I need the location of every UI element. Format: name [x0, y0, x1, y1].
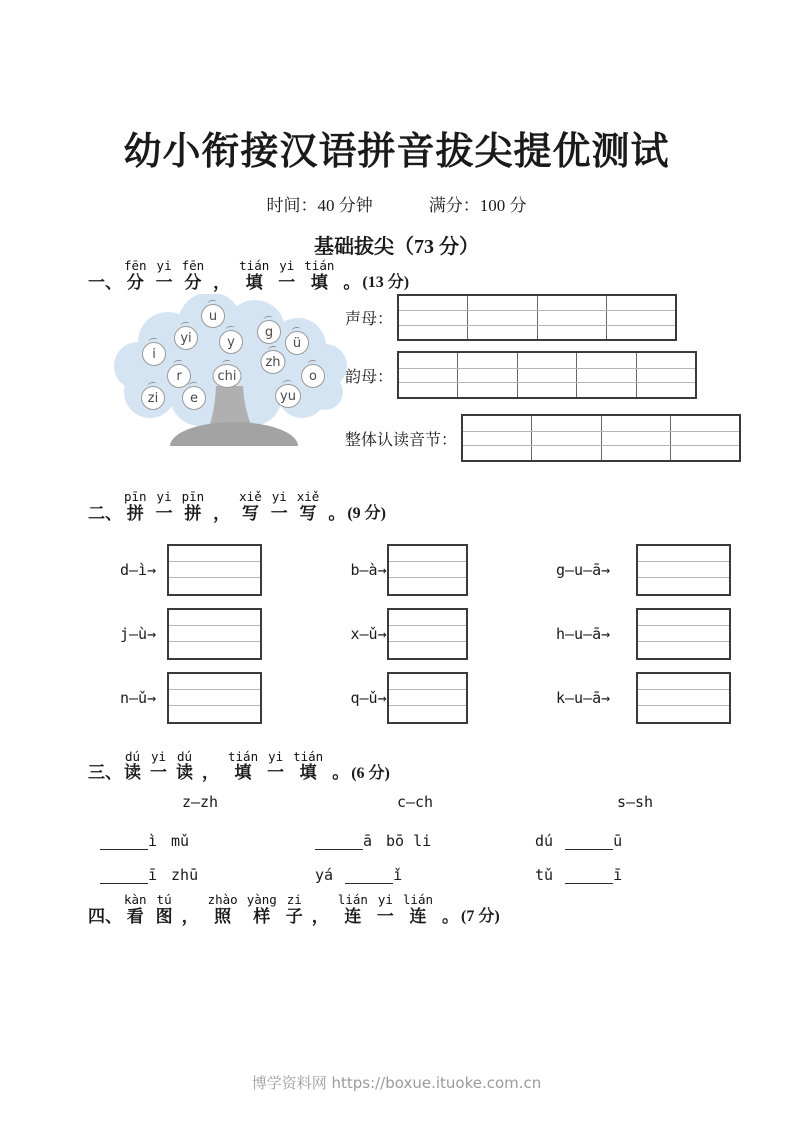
line-lead: dú [535, 831, 554, 850]
line-suffix: ā [363, 831, 373, 850]
spelling-label: q—ǔ→ [350, 688, 387, 707]
hanzi-text: 。 [328, 504, 346, 524]
ruby-unit [156, 893, 173, 926]
hanzi-text: 填 [299, 763, 317, 783]
ruby-unit [124, 490, 147, 523]
hanzi-text: 分 [184, 272, 202, 292]
ruby-unit [182, 907, 199, 927]
q3-body [88, 793, 793, 885]
ruby-unit [228, 750, 258, 783]
pinyin-writing-box [167, 608, 262, 660]
spelling-label: b—à→ [350, 560, 387, 579]
hanzi-text: 一 [155, 504, 173, 524]
q3-group-header: z—zh [181, 792, 219, 811]
grid-cell [671, 416, 739, 460]
pinyin-text: zi [286, 891, 302, 907]
apple [167, 364, 191, 388]
apple-tree [110, 294, 350, 459]
question-number: 一、 [88, 272, 122, 292]
spelling-item [351, 544, 468, 596]
spelling-item [556, 608, 731, 660]
test-meta [0, 191, 793, 216]
pinyin-writing-box [167, 544, 262, 596]
footer-text: 博学资料网 https://boxue.ituoke.com.cn [251, 1074, 542, 1092]
question-number: 三、 [88, 763, 122, 783]
blank-line [565, 833, 613, 850]
hanzi-text: 填 [245, 272, 263, 292]
ruby-unit [202, 763, 219, 783]
ruby-unit [304, 259, 334, 292]
line-suffix: ī [148, 865, 158, 884]
hanzi-text: 填 [234, 763, 252, 783]
fill-in-line [315, 862, 515, 884]
apple [213, 364, 242, 388]
apple-letter: yu [280, 388, 296, 404]
apple-letter: r [176, 368, 182, 384]
hanzi-text: 读 [176, 763, 193, 783]
ruby-unit [150, 750, 167, 783]
spelling-item [120, 608, 262, 660]
grid-cell [463, 416, 532, 460]
pinyin-writing-box [387, 608, 468, 660]
pinyin-writing-box [387, 672, 468, 724]
ruby-unit [338, 893, 368, 926]
pinyin-text: pīn [181, 489, 205, 505]
q4-header [88, 893, 793, 926]
question-score: (6 分) [351, 764, 390, 782]
hanzi-text: 一 [270, 504, 288, 524]
ruby-unit [124, 750, 141, 783]
q3-header [88, 750, 793, 783]
hanzi-text: 写 [299, 504, 317, 524]
blank-line [315, 833, 363, 850]
full-score: 满分：100 分 [428, 196, 527, 215]
pinyin-text: tián [239, 258, 270, 273]
apple [301, 364, 325, 388]
hanzi-text: 一 [150, 763, 167, 783]
ruby-unit [247, 893, 277, 926]
q1-answer-tables [345, 294, 741, 462]
ruby-unit [297, 490, 320, 523]
ruby-unit [213, 273, 230, 293]
apple-letter: zh [265, 354, 281, 370]
spelling-item [556, 672, 731, 724]
question-number: 四、 [88, 906, 122, 926]
ruby-unit [332, 763, 349, 783]
pinyin-text: tián [304, 258, 335, 273]
grid-cell [602, 416, 671, 460]
line-suffix: ì [148, 831, 158, 850]
spelling-label: n—ǔ→ [120, 688, 157, 707]
ruby-unit [124, 893, 147, 926]
question-score: (13 分) [362, 274, 410, 292]
hanzi-text: ， [213, 504, 231, 524]
hanzi-text: ， [202, 763, 219, 783]
ruby-unit [156, 259, 173, 292]
section-heading: 基础拔尖（73 分） [314, 236, 479, 258]
spelling-label: k—u—ā→ [556, 688, 611, 707]
fill-in-line [100, 828, 300, 850]
grid-cells [399, 353, 695, 397]
initials-row [345, 294, 741, 341]
pinyin-text: lián [402, 891, 434, 907]
pinyin-text: tián [228, 748, 259, 764]
spelling-item [351, 672, 468, 724]
hanzi-text: 连 [409, 906, 427, 926]
finals-row [345, 351, 741, 399]
q3-group-s-sh [535, 793, 735, 896]
hanzi-text: 一 [267, 763, 285, 783]
grid-cell [399, 296, 468, 339]
pinyin-writing-box [636, 544, 731, 596]
fill-in-line [315, 828, 515, 850]
hanzi-text: 照 [214, 906, 232, 926]
pinyin-text: dú [124, 748, 141, 764]
hanzi-text: 拼 [126, 504, 144, 524]
hanzi-text: 样 [253, 906, 271, 926]
apple [260, 350, 285, 374]
pinyin-text: xiě [296, 489, 320, 505]
ruby-unit [239, 490, 262, 523]
hanzi-text: 拼 [184, 504, 202, 524]
pinyin-writing-box [636, 672, 731, 724]
apple-letter: ü [292, 335, 302, 351]
ruby-unit [176, 750, 193, 783]
ruby-unit [156, 490, 173, 523]
ruby-unit [403, 893, 433, 926]
pinyin-text: pīn [124, 489, 147, 505]
ruby-unit [271, 490, 288, 523]
question-score: (7 分) [461, 908, 500, 925]
pinyin-text: kàn [124, 891, 147, 907]
blank-line [100, 833, 148, 850]
ruby-unit [213, 504, 230, 524]
pinyin-ruby [124, 259, 360, 292]
line-tail: mǔ [171, 831, 190, 850]
hanzi-text: ， [213, 272, 231, 292]
pinyin-text: dú [176, 748, 193, 764]
ruby-unit [278, 259, 295, 292]
pinyin-text: yi [268, 748, 284, 764]
pinyin-writing-box [387, 544, 468, 596]
apple-letter: yi [180, 330, 192, 346]
line-lead: tǔ [535, 865, 554, 884]
q3-group-header: c—ch [396, 792, 434, 811]
apple [141, 386, 165, 410]
blank-line [100, 867, 148, 884]
pinyin-text: fēn [124, 258, 147, 273]
apple-letter: chi [217, 368, 237, 384]
pinyin-ruby [124, 750, 349, 783]
spelling-label: d—ì→ [120, 560, 157, 579]
ruby-unit [328, 504, 345, 524]
pinyin-text: yi [279, 258, 295, 273]
apple [201, 304, 225, 328]
q3-group-header: s—sh [616, 792, 654, 811]
initials-grid [397, 294, 677, 341]
pinyin-ruby [124, 893, 459, 926]
ruby-unit [239, 259, 269, 292]
apple [142, 342, 166, 366]
grid-cell [518, 353, 577, 397]
q2-header [88, 490, 793, 523]
hanzi-text: 子 [285, 906, 303, 926]
hanzi-text: 连 [344, 906, 362, 926]
line-tail: bō li [386, 831, 432, 850]
tree-ground [170, 422, 298, 446]
hanzi-text: 图 [155, 906, 173, 926]
grid-cell [607, 296, 675, 339]
spelling-item [120, 544, 262, 596]
apple-letter: zi [147, 390, 159, 406]
blank-line [345, 867, 393, 884]
hanzi-text: 填 [310, 272, 328, 292]
grid-cell [532, 416, 601, 460]
grid-cell [637, 353, 695, 397]
pinyin-text: tián [293, 748, 324, 764]
pinyin-ruby [124, 490, 345, 523]
grid-cell [399, 353, 458, 397]
line-tail: zhū [171, 865, 199, 884]
grid-cell [538, 296, 607, 339]
ruby-unit [293, 750, 323, 783]
line-suffix: ǐ [393, 865, 403, 884]
spelling-label: g—u—ā→ [556, 560, 611, 579]
pinyin-text: xiě [239, 489, 262, 505]
q1-body [88, 294, 760, 466]
ruby-unit [442, 907, 459, 927]
fill-in-line [535, 862, 735, 884]
line-suffix: ī [613, 865, 623, 884]
pinyin-writing-box [636, 608, 731, 660]
apple-letter: u [208, 308, 218, 324]
spelling-label: j—ù→ [120, 624, 157, 643]
pinyin-text: yi [377, 891, 393, 907]
q3-group-z-zh [100, 793, 300, 896]
apple [285, 331, 309, 355]
grid-cells [399, 296, 675, 339]
apple [182, 386, 206, 410]
ruby-unit [286, 893, 303, 926]
hanzi-text: 一 [155, 272, 173, 292]
apple-letter: e [190, 390, 198, 406]
apple [275, 384, 301, 408]
pinyin-text: lián [337, 891, 368, 907]
apple-letter: o [309, 368, 317, 384]
hanzi-text: 。 [332, 763, 350, 783]
whole-syllables-label: 整体认读音节： [345, 431, 458, 449]
apple-letter: g [264, 324, 274, 340]
grid-cell [468, 296, 537, 339]
ruby-unit [182, 490, 205, 523]
hanzi-text: 读 [124, 763, 141, 783]
spelling-item [120, 672, 262, 724]
grid-cell [458, 353, 517, 397]
apple [219, 330, 243, 354]
finals-grid [397, 351, 697, 399]
hanzi-text: 分 [126, 272, 144, 292]
pinyin-writing-box [167, 672, 262, 724]
pinyin-text: yàng [246, 891, 277, 907]
fill-in-line [535, 828, 735, 850]
pinyin-text: yi [156, 489, 172, 505]
finals-label: 韵母： [345, 368, 394, 386]
pinyin-text: tú [156, 891, 172, 907]
pinyin-text: yi [156, 258, 172, 273]
ruby-unit [312, 907, 329, 927]
q3-group-c-ch [315, 793, 515, 896]
apple-letter: i [152, 346, 156, 362]
spelling-item [351, 608, 468, 660]
spelling-label: h—u—ā→ [556, 624, 611, 643]
apple [257, 320, 281, 344]
line-suffix: ū [613, 831, 623, 850]
page-title: 幼小衔接汉语拼音拔尖提优测试 [123, 131, 670, 173]
grid-cells [463, 416, 739, 460]
grid-cell [577, 353, 636, 397]
hanzi-text: 一 [376, 906, 394, 926]
pinyin-text: fēn [181, 258, 205, 273]
pinyin-text: yi [150, 748, 167, 764]
blank-line [565, 867, 613, 884]
time-limit: 时间：40 分钟 [266, 196, 373, 215]
ruby-unit [377, 893, 394, 926]
question-score: (9 分) [347, 505, 386, 523]
line-lead: yá [315, 865, 334, 884]
hanzi-text: 。 [343, 272, 361, 292]
apple-letter: y [227, 334, 235, 350]
hanzi-text: 写 [241, 504, 259, 524]
apple [174, 326, 198, 350]
initials-label: 声母： [345, 311, 394, 329]
spelling-item [556, 544, 731, 596]
hanzi-text: 一 [278, 272, 296, 292]
q2-items [120, 544, 731, 724]
ruby-unit [182, 259, 205, 292]
q1-header [88, 259, 793, 292]
pinyin-text: zhào [207, 891, 238, 907]
fill-in-line [100, 862, 300, 884]
spelling-label: x—ǔ→ [350, 624, 387, 643]
whole-syllables-grid [461, 414, 741, 462]
whole-syllables-row [345, 414, 741, 462]
hanzi-text: ， [311, 906, 329, 926]
hanzi-text: 。 [442, 906, 460, 926]
hanzi-text: ， [181, 906, 199, 926]
ruby-unit [267, 750, 284, 783]
pinyin-text: yi [271, 489, 287, 505]
ruby-unit [343, 273, 360, 293]
ruby-unit [208, 893, 238, 926]
hanzi-text: 看 [126, 906, 144, 926]
question-number: 二、 [88, 504, 122, 524]
ruby-unit [124, 259, 147, 292]
